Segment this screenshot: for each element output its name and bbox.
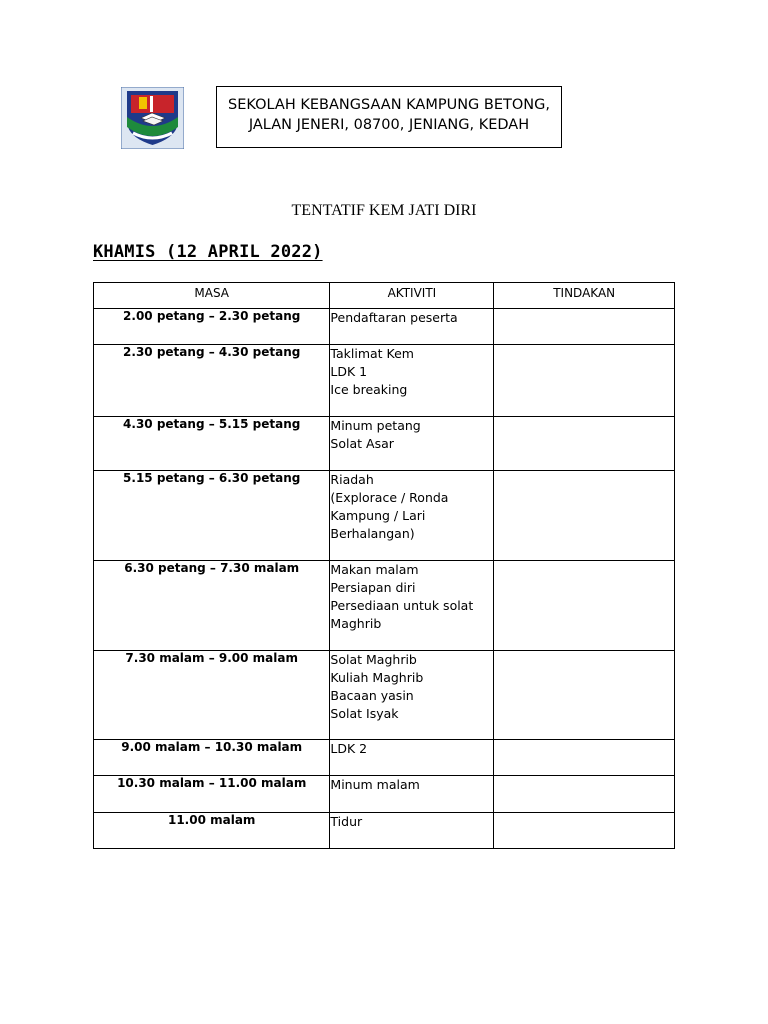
activity-line: Pendaftaran peserta (330, 310, 458, 325)
activity-line: Kampung / Lari (330, 508, 426, 523)
activity-cell (330, 309, 494, 345)
table-row (94, 471, 675, 561)
activity-line: Kuliah Maghrib (330, 670, 424, 685)
activity-line: LDK 2 (330, 741, 368, 756)
time-cell: 2.00 petang – 2.30 petang (94, 309, 330, 345)
activity-cell (330, 345, 494, 417)
column-header-tindakan: TINDAKAN (494, 283, 675, 309)
document-title: TENTATIF KEM JATI DIRI (291, 202, 477, 219)
activity-cell (330, 740, 494, 776)
time-cell: 11.00 malam (94, 813, 330, 849)
action-cell (494, 417, 675, 471)
time-cell: 9.00 malam – 10.30 malam (94, 740, 330, 776)
activity-line: Taklimat Kem (330, 346, 414, 361)
column-header-aktiviti: AKTIVITI (330, 283, 494, 309)
school-address: JALAN JENERI, 08700, JENIANG, KEDAH (248, 117, 530, 133)
table-row (94, 561, 675, 651)
activity-line: Minum petang (330, 418, 421, 433)
column-header-masa: MASA (94, 283, 330, 309)
table-row (94, 345, 675, 417)
school-name: SEKOLAH KEBANGSAAN KAMPUNG BETONG, (228, 97, 550, 113)
activity-line: Tidur (330, 814, 363, 829)
activity-line: LDK 1 (330, 364, 368, 379)
table-header-row (94, 283, 675, 309)
activity-line: (Explorace / Ronda (330, 490, 449, 505)
time-cell: 6.30 petang – 7.30 malam (94, 561, 330, 651)
table-row (94, 417, 675, 471)
activity-cell (330, 561, 494, 651)
activity-line: Berhalangan) (330, 526, 415, 541)
activity-line: Makan malam (330, 562, 419, 577)
time-cell: 5.15 petang – 6.30 petang (94, 471, 330, 561)
table-row (94, 651, 675, 740)
activity-line: Ice breaking (330, 382, 408, 397)
action-cell (494, 309, 675, 345)
activity-line: Solat Asar (330, 436, 394, 451)
activity-cell (330, 776, 494, 813)
activity-line: Solat Isyak (330, 706, 399, 721)
activity-line: Riadah (330, 472, 374, 487)
table-row (94, 740, 675, 776)
activity-line: Persiapan diri (330, 580, 416, 595)
activity-line: Minum malam (330, 777, 420, 792)
activity-line: Solat Maghrib (330, 652, 417, 667)
table-row (94, 309, 675, 345)
schedule-body (94, 309, 675, 849)
action-cell (494, 471, 675, 561)
activity-line: Persediaan untuk solat (330, 598, 474, 613)
activity-line: Maghrib (330, 616, 382, 631)
schedule-table (93, 282, 675, 849)
table-row (94, 813, 675, 849)
action-cell (494, 740, 675, 776)
activity-cell (330, 471, 494, 561)
activity-cell (330, 813, 494, 849)
school-crest-icon (121, 87, 184, 149)
activity-cell (330, 417, 494, 471)
action-cell (494, 651, 675, 740)
table-row (94, 776, 675, 813)
time-cell: 10.30 malam – 11.00 malam (94, 776, 330, 813)
activity-line: Bacaan yasin (330, 688, 414, 703)
time-cell: 2.30 petang – 4.30 petang (94, 345, 330, 417)
school-crest-logo (121, 87, 184, 149)
action-cell (494, 776, 675, 813)
day-heading: KHAMIS (12 APRIL 2022) (93, 242, 323, 262)
activity-cell (330, 651, 494, 740)
time-cell: 4.30 petang – 5.15 petang (94, 417, 330, 471)
action-cell (494, 561, 675, 651)
school-address-box (216, 86, 562, 148)
action-cell (494, 345, 675, 417)
action-cell (494, 813, 675, 849)
time-cell: 7.30 malam – 9.00 malam (94, 651, 330, 740)
